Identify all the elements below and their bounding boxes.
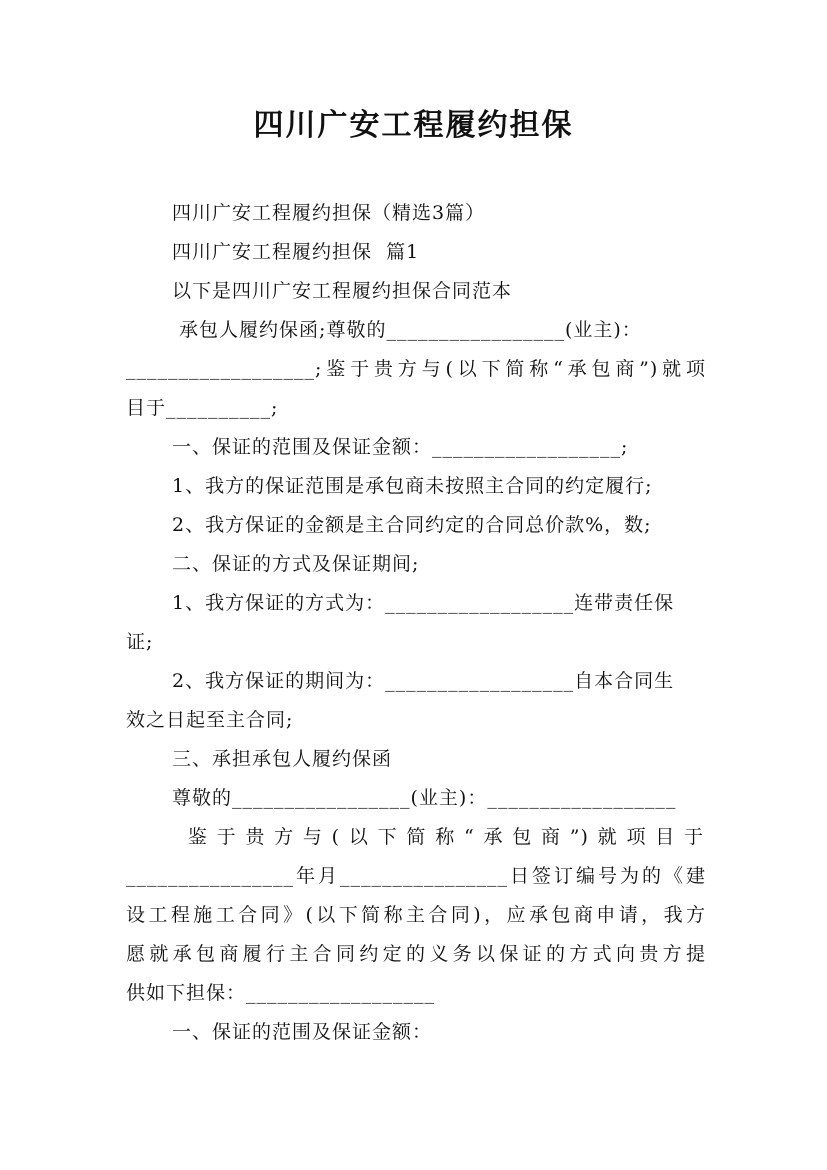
paragraph-line: 2、我方保证的金额是主合同约定的合同总价款%，数; — [172, 514, 652, 536]
paragraph-line: 一、保证的范围及保证金额：__________________; — [172, 436, 629, 458]
paragraph-line: ________________年月________________日签订编号为的《建 — [126, 865, 706, 887]
paragraph-line: 四川广安工程履约担保（精选3篇） — [172, 202, 486, 224]
paragraph-line: 一、保证的范围及保证金额： — [172, 1021, 433, 1043]
paragraph-line: 1、我方的保证范围是承包商未按照主合同的约定履行; — [172, 475, 653, 497]
paragraph-line: 以下是四川广安工程履约担保合同范本 — [172, 280, 513, 302]
paragraph-line: 设工程施工合同》(以下简称主合同)，应承包商申请，我方 — [126, 904, 706, 926]
paragraph-line: 鉴于贵方与(以下简称“承包商”)就项目于 — [172, 826, 704, 848]
paragraph-line: 承包人履约保函;尊敬的_________________(业主)： — [172, 319, 642, 341]
paragraph-line: 证; — [126, 631, 154, 653]
paragraph-line: 二、保证的方式及保证期间; — [172, 553, 420, 575]
paragraph-line: 尊敬的_________________(业主)：__________________ — [172, 787, 677, 809]
paragraph-line: 效之日起至主合同; — [126, 709, 294, 731]
paragraph-line: 四川广安工程履约担保 篇1 — [172, 241, 420, 263]
paragraph-line: 目于__________; — [126, 397, 279, 419]
paragraph-line: 2、我方保证的期间为：__________________自本合同生 — [172, 670, 675, 692]
paragraph-line: 供如下担保：__________________ — [126, 982, 436, 1004]
document-title: 四川广安工程履约担保 — [253, 108, 574, 143]
paragraph-line: 三、承担承包人履约保函 — [172, 748, 393, 770]
paragraph-line: 1、我方保证的方式为：__________________连带责任保 — [172, 592, 675, 614]
paragraph-line: 愿就承包商履行主合同约定的义务以保证的方式向贵方提 — [126, 943, 706, 965]
paragraph-line: __________________;鉴于贵方与(以下简称“承包商”)就项 — [126, 358, 706, 380]
